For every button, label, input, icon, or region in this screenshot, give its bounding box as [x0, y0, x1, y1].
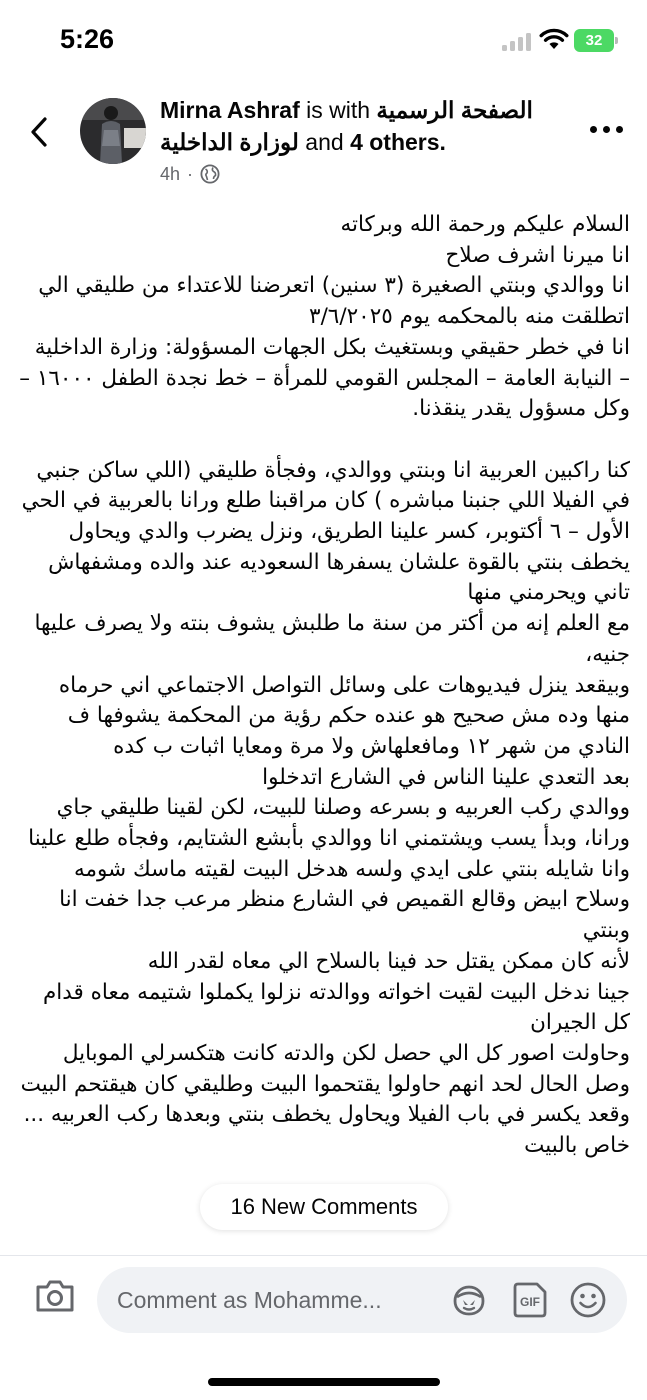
post-paragraph: وبيقعد ينزل فيديوهات على وسائل التواصل الاجتماعي اني حرماه منها وده مش صحيح هو عنده حكم رؤية من المحكمة يشوفها ف النادي من شهر ١٢ ومافعلهاش ولا مرة ومعايا اثبات ب كده	[58, 672, 630, 759]
and-text: and	[305, 129, 344, 155]
paragraph-gap	[18, 425, 630, 456]
svg-text:GIF: GIF	[520, 1295, 540, 1309]
post-paragraph: انا في خطر حقيقي وبستغيث بكل الجهات المسؤولة: وزارة الداخلية – النيابة العامة – المجلس القومي للمرأة – خط نجدة الطفل ١٦٠٠٠ – وكل مسؤول يقدر ينقذنا.	[19, 334, 630, 422]
post-paragraph: وحاولت اصور كل الي حصل لكن والدته كانت هتكسرلي الموبايل وصل الحال لحد انهم حاولوا يقتحموا البيت وطليقي كان هيقتحم البيت وقعد يكسر في باب الفيلا ويحاول يخطف بنتي وبعدها ركب العربيه ... خاص بالبيت	[20, 1040, 630, 1159]
comment-placeholder: Comment as Mohamme...	[117, 1287, 382, 1313]
status-bar	[0, 0, 647, 84]
post-header-title	[160, 94, 580, 158]
post-paragraph: بعد التعدي علينا الناس في الشارع اتدخلوا	[262, 764, 630, 790]
battery-icon	[574, 29, 618, 52]
sep-dot: ·	[187, 163, 194, 184]
cellular-signal-icon	[502, 31, 532, 51]
camera-icon[interactable]	[34, 1278, 76, 1314]
post-paragraph: ووالدي ركب العربيه و بسرعه وصلنا للبيت، لكن لقينا طليقي جاي ورانا، وبدأ يسب ويشتمني انا ووالدي بأبشع الشتايم، وفجأه طلع علينا وانا شايله بنتي على ايدي ولسه هدخل البيت لقيته ماسك شومه وسلاح ابيض وقالع القميص في الشارع منظر مرعب جدا خفت انا وبنتي	[28, 795, 630, 944]
post-paragraph: مع العلم إنه من أكتر من سنة ما طلبش يشوف بنته ولا يصرف عليها جنيه،	[34, 611, 630, 667]
author-avatar[interactable]	[80, 98, 146, 164]
comment-input[interactable]	[97, 1267, 627, 1333]
wifi-icon	[539, 27, 569, 51]
post-paragraph: كنا راكبين العربية انا وبنتي ووالدي، وفجأة طليقي (اللي ساكن جنبي في الفيلا اللي جنبنا مباشره ) كان مراقبنا طلع ورانا بالعربية في الحي الأول – ٦ أكتوبر، كسر علينا الطريق، ونزل يضرب والدي ويحاول يخطف بنتي بالقوة علشان يسفرها السعوديه عند والده ومشفهاش تاني ويحرمني منها	[21, 457, 630, 606]
back-chevron-icon[interactable]	[28, 116, 50, 148]
tagged-others-link[interactable]: 4 others.	[350, 129, 446, 155]
post-paragraph: جينا ندخل البيت لقيت اخواته ووالدته نزلوا يكملوا شتيمه معاه قدام كل الجيران	[42, 979, 630, 1036]
home-indicator	[208, 1378, 440, 1386]
gif-icon[interactable]	[510, 1281, 550, 1319]
tagged-page-name-part1[interactable]: الصفحة الرسمية	[376, 97, 533, 123]
post-time[interactable]: 4h	[160, 163, 181, 184]
tagged-page-name-part2[interactable]: لوزارة الداخلية	[160, 129, 299, 155]
post-body	[18, 210, 630, 1162]
globe-icon	[200, 164, 220, 184]
more-options-icon[interactable]	[590, 126, 624, 136]
new-comments-button[interactable]: 16 New Comments	[200, 1184, 448, 1230]
status-time: 5:26	[60, 24, 115, 54]
author-name[interactable]: Mirna Ashraf	[160, 97, 300, 123]
post-paragraph: السلام عليكم ورحمة الله وبركاته	[340, 212, 630, 237]
comment-bar	[0, 1256, 647, 1360]
avatar-sticker-icon[interactable]	[449, 1281, 489, 1319]
battery-level: 32	[574, 29, 614, 52]
post-meta	[160, 162, 220, 186]
with-text: is with	[306, 97, 371, 123]
post-paragraph: لأنه كان ممكن يقتل حد فينا بالسلاح الي معاه لقدر الله	[147, 948, 630, 974]
emoji-icon[interactable]	[569, 1281, 607, 1319]
post-paragraph: انا ميرنا اشرف صلاح	[445, 242, 630, 268]
post-paragraph: انا ووالدي وبنتي الصغيرة (٣ سنين) اتعرضنا للاعتداء من طليقي الي اتطلقت منه بالمحكمه يوم ٣/٦/٢٠٢٥	[38, 273, 630, 330]
